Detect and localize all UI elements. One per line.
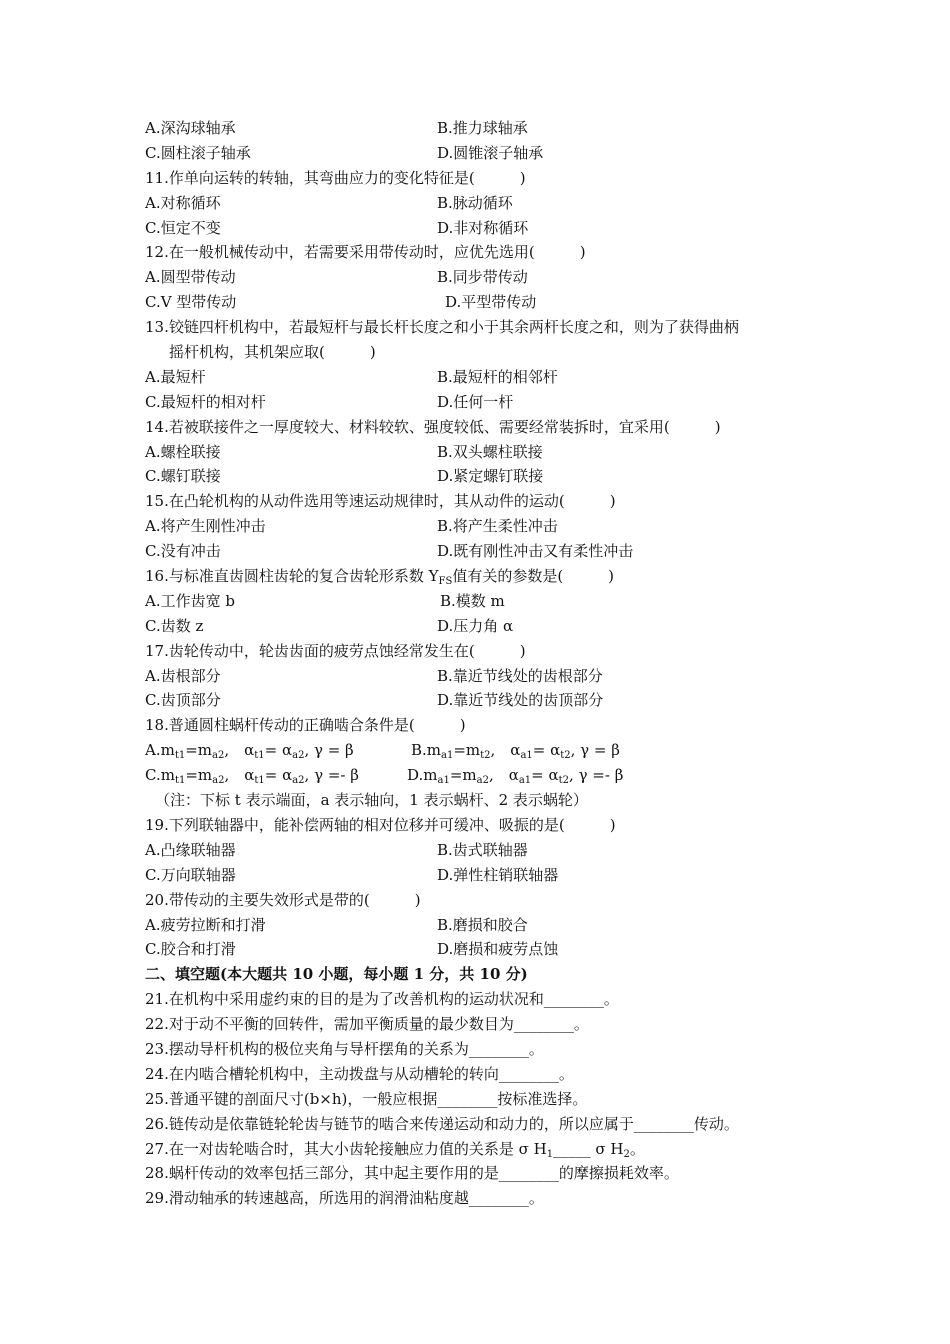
option-row (145, 116, 825, 141)
option-row (145, 664, 825, 689)
option-row (145, 216, 825, 241)
option-b: B.推力球轴承 (437, 119, 528, 137)
option-b: B.模数 m (440, 591, 505, 610)
option-row (145, 863, 825, 888)
option-c: C.齿数 z (145, 616, 204, 635)
option-a: A.螺栓联接 (145, 442, 221, 461)
option-d: D.既有刚性冲击又有柔性冲击 (437, 542, 634, 561)
fill-question-27: 27.在一对齿轮啮合时，其大小齿轮接触应力值的关系是 σ $H_1\_\_\_\_\_$ σ $H_2$。 (145, 1139, 645, 1160)
option-d: D.压力角 α (437, 616, 514, 635)
fill-question-25: 25.普通平键的剖面尺寸(b×h)，一般应根据________按标准选择。 (145, 1089, 588, 1108)
option-c: C.最短杆的相对杆 (145, 392, 266, 411)
fill-question-28: 28.蜗杆传动的效率包括三部分，其中起主要作用的是________的摩擦损耗效率。 (145, 1164, 679, 1183)
question-15-stem: 15.在凸轮机构的从动件选用等速运动规律时，其从动件的运动( ) (145, 492, 616, 511)
option-b: B.双头螺柱联接 (437, 442, 543, 461)
option-row (145, 265, 825, 290)
option-c: C.胶合和打滑 (145, 940, 236, 959)
option-row (145, 688, 825, 713)
option-d: D.弹性柱销联轴器 (437, 865, 559, 884)
option-b: B.将产生柔性冲击 (437, 517, 558, 536)
option-c: C.螺钉联接 (145, 467, 221, 486)
option-row (145, 614, 825, 639)
option-c: C.V 型带传动 (145, 293, 237, 312)
option-a: A.最短杆 (145, 367, 206, 386)
option-row (145, 290, 825, 315)
option-b: B.脉动循环 (437, 193, 513, 212)
fill-question-23: 23.摆动导杆机构的极位夹角与导杆摆角的关系为________。 (145, 1039, 544, 1058)
stem-text: 值有关的参数是( ) (452, 567, 615, 586)
question-18-note: （注：下标 t 表示端面，a 表示轴向，1 表示蜗杆、2 表示蜗轮） (155, 791, 588, 810)
question-19-stem: 19.下列联轴器中，能补偿两轴的相对位移并可缓冲、吸振的是( ) (145, 815, 616, 834)
option-b: B.齿式联轴器 (437, 840, 528, 859)
question-13-stem-continued: 摇杆机构，其机架应取( ) (169, 343, 376, 362)
option-b: $B.m_{a1}=m_{t2}$, $\alpha_{a1}= \alpha_{t2}$, γ = β (411, 741, 620, 762)
option-row (145, 913, 825, 938)
stem-text: 16.与标准直齿圆柱齿轮的复合齿轮形系数 Y (145, 567, 439, 586)
option-a: A.疲劳拉断和打滑 (145, 915, 266, 934)
option-a: A.工作齿宽 b (145, 591, 235, 610)
option-row (145, 763, 825, 788)
option-c: C.恒定不变 (145, 218, 221, 237)
option-a: A.圆型带传动 (145, 268, 236, 287)
option-row (145, 390, 825, 415)
option-a: A.深沟球轴承 (145, 119, 236, 137)
option-c: C.圆柱滚子轴承 (145, 143, 251, 162)
option-row (145, 191, 825, 216)
option-a: A.凸缘联轴器 (145, 840, 236, 859)
subscript: FS (438, 576, 453, 588)
option-c: C.万向联轴器 (145, 865, 236, 884)
option-c: $C.m_{t1}=m_{a2}$, $\alpha_{t1}= \alpha_{a2}$, γ =- β (145, 766, 359, 787)
option-d: D.靠近节线处的齿顶部分 (437, 691, 604, 710)
option-row (145, 514, 825, 539)
fill-question-21: 21.在机构中采用虚约束的目的是为了改善机构的运动状况和________。 (145, 990, 619, 1009)
option-row (145, 141, 825, 166)
option-c: C.没有冲击 (145, 542, 221, 561)
option-b: B.靠近节线处的齿根部分 (437, 666, 603, 685)
option-d: D.紧定螺钉联接 (437, 467, 544, 486)
option-row (145, 464, 825, 489)
option-row (145, 365, 825, 390)
option-d: D.非对称循环 (437, 218, 529, 237)
option-d: D.任何一杆 (437, 392, 514, 411)
option-row (145, 838, 825, 863)
option-a: A.将产生刚性冲击 (145, 517, 266, 536)
fill-question-26: 26.链传动是依靠链轮轮齿与链节的啮合来传递运动和动力的，所以应属于________传动。 (145, 1114, 739, 1133)
question-17-stem: 17.齿轮传动中，轮齿齿面的疲劳点蚀经常发生在( ) (145, 641, 526, 660)
option-b: B.磨损和胶合 (437, 915, 528, 934)
option-row (145, 440, 825, 465)
option-d: $D.m_{a1}=m_{a2}$, $\alpha_{a1}= \alpha_{t2}$, γ =- β (407, 766, 624, 787)
option-row (145, 589, 825, 614)
question-20-stem: 20.带传动的主要失效形式是带的( ) (145, 890, 421, 909)
option-b: B.最短杆的相邻杆 (437, 367, 558, 386)
option-a: A.齿根部分 (145, 666, 221, 685)
question-14-stem: 14.若被联接件之一厚度较大、材料较软、强度较低、需要经常装拆时，宜采用( ) (145, 417, 721, 436)
option-a: A.对称循环 (145, 193, 221, 212)
option-d: D.圆锥滚子轴承 (437, 143, 544, 162)
question-13-stem: 13.铰链四杆机构中，若最短杆与最长杆长度之和小于其余两杆长度之和，则为了获得曲柄 (145, 318, 739, 337)
option-row (145, 738, 825, 763)
fill-question-24: 24.在内啮合槽轮机构中，主动拨盘与从动槽轮的转向________。 (145, 1064, 574, 1083)
option-row (145, 937, 825, 962)
option-d: D.平型带传动 (445, 293, 537, 312)
question-16-stem (145, 564, 825, 589)
option-c: C.齿顶部分 (145, 691, 221, 710)
fill-question-29: 29.滑动轴承的转速越高，所选用的润滑油粘度越________。 (145, 1189, 544, 1208)
question-18-stem: 18.普通圆柱蜗杆传动的正确啮合条件是( ) (145, 716, 466, 735)
fill-question-22: 22.对于动不平衡的回转件，需加平衡质量的最少数目为________。 (145, 1015, 589, 1034)
section-heading: 二、填空题(本大题共 10 小题，每小题 1 分，共 10 分) (145, 965, 528, 984)
exam-page (145, 116, 825, 1211)
option-a: $A.m_{t1}=m_{a2}$, $\alpha_{t1}= \alpha_{a2}$, γ = β (145, 741, 354, 762)
option-row (145, 539, 825, 564)
option-b: B.同步带传动 (437, 268, 528, 287)
option-d: D.磨损和疲劳点蚀 (437, 940, 559, 959)
question-11-stem: 11.作单向运转的转轴，其弯曲应力的变化特征是( ) (145, 168, 526, 187)
question-12-stem: 12.在一般机械传动中，若需要采用带传动时，应优先选用( ) (145, 243, 586, 262)
